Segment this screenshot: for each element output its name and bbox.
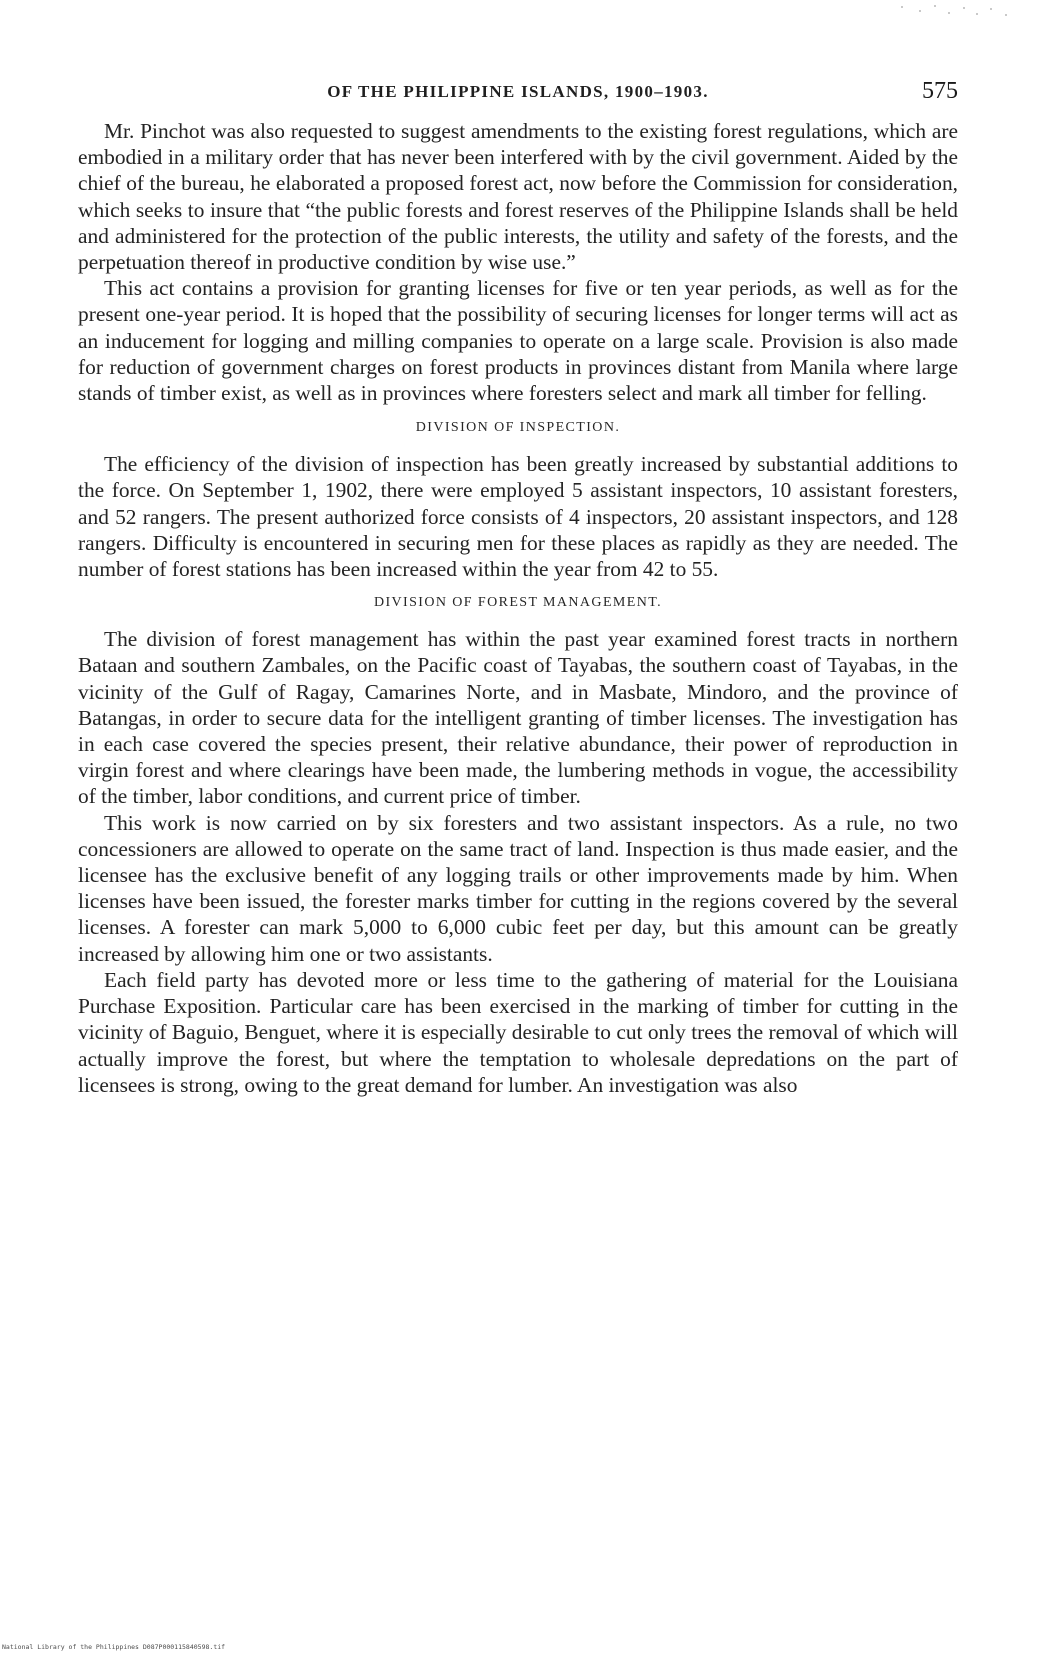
running-head: OF THE PHILIPPINE ISLANDS, 1900–1903. bbox=[327, 82, 709, 101]
paragraph: The efficiency of the division of inspection has been greatly increased by substantial additions to the force. On September 1, 1902, there were employed 5 assistant inspectors, 10 assistant foresters, and 52 rangers. The present authorized force consists of 4 inspectors, 20 assistant inspectors, and 128 rangers. Difficulty is encountered in securing men for these places as rapidly as they are needed. The number of forest stations has been increased within the year from 42 to 55. bbox=[78, 452, 958, 582]
paragraph: Mr. Pinchot was also requested to suggest amendments to the existing forest regulations, which are embodied in a military order that has never been interfered with by the civil government. Aided by the chief of the bureau, he elaborated a proposed forest act, now before the Commission for consideration, which seeks to insure that “the public forests and forest reserves of the Philippine Islands shall be held and administered for the protection of the public interests, the utility and safety of the forests, and the perpetuation thereof in productive condition by wise use.” bbox=[78, 119, 958, 275]
page-number: 575 bbox=[922, 78, 958, 104]
section-heading-inspection: DIVISION OF INSPECTION. bbox=[415, 420, 621, 436]
paragraph: This work is now carried on by six foresters and two assistant inspectors. As a rule, no two concessioners are allowed to operate on the same tract of land. Inspection is thus made easier, and the licensee has the exclusive benefit of any logging trails or other improvements made by him. When licenses have been issued, the forester marks timber for cutting in the regions covered by the several licenses. A forester can mark 5,000 to 6,000 cubic feet per day, but this amount can be greatly increased by allowing him one or two assistants. bbox=[78, 810, 958, 966]
section-heading-forest-management: DIVISION OF FOREST MANAGEMENT. bbox=[373, 595, 663, 611]
scan-artifact bbox=[897, 4, 1017, 18]
page-header bbox=[78, 78, 958, 108]
scan-footer: National Library of the Philippines D087P000115840598.tif bbox=[2, 1643, 226, 1651]
paragraph: Each field party has devoted more or less time to the gathering of material for the Louisiana Purchase Exposition. Particular care has been exercised in the marking of timber for cutting in the vicinity of Baguio, Benguet, where it is especially desirable to cut only trees the removal of which will actually improve the forest, but where the temptation to wholesale depredations on the part of licensees is strong, owing to the great demand for lumber. An investigation was also bbox=[78, 967, 958, 1097]
body-text bbox=[78, 118, 958, 1098]
paragraph: This act contains a provision for granting licenses for five or ten year periods, as well as for the present one-year period. It is hoped that the possibility of securing licenses for longer terms will act as an inducement for logging and milling companies to operate on a large scale. Provision is also made for reduction of government charges on forest products in provinces distant from Manila where large stands of timber exist, as well as in provinces where foresters select and mark all timber for felling. bbox=[78, 276, 958, 406]
paragraph: The division of forest management has within the past year examined forest tracts in northern Bataan and southern Zambales, on the Pacific coast of Tayabas, the southern coast of Tayabas, in the vicinity of the Gulf of Ragay, Camarines Norte, and in Masbate, Mindoro, and the province of Batangas, in order to secure data for the intelligent granting of timber licenses. The investigation has in each case covered the species present, their relative abundance, their power of reproduction in virgin forest and where clearings have been made, the lumbering methods in vogue, the accessibility of the timber, labor conditions, and current price of timber. bbox=[78, 627, 958, 809]
